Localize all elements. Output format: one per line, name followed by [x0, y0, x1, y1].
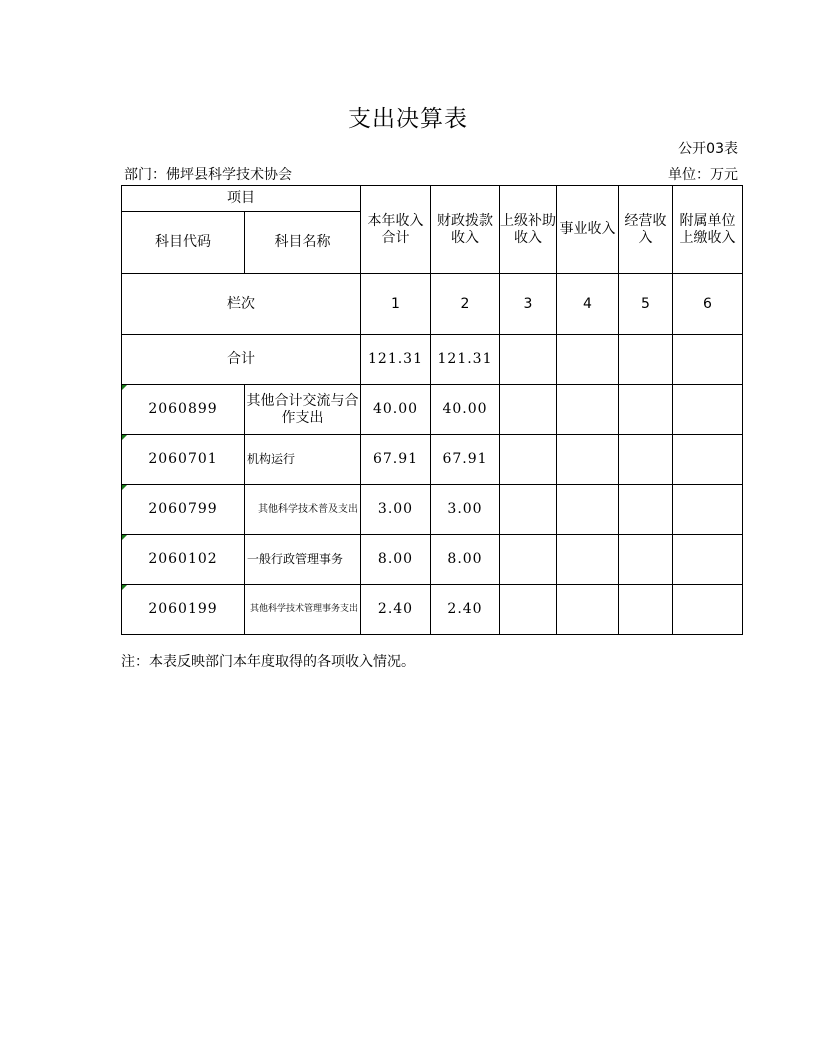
header-col1: 本年收入合计	[361, 186, 431, 274]
row-col1: 8.00	[361, 535, 431, 585]
row-col6	[673, 535, 743, 585]
column-index-3: 3	[500, 274, 557, 335]
cell-marker	[122, 485, 127, 490]
table-row	[122, 585, 743, 635]
table-row	[122, 485, 743, 535]
department-label: 部门：佛坪县科学技术协会	[124, 167, 292, 183]
row-col5	[619, 535, 673, 585]
row-col1: 2.40	[361, 585, 431, 635]
row-col3	[500, 385, 557, 435]
row-col6	[673, 435, 743, 485]
table-row	[122, 435, 743, 485]
header-col4: 事业收入	[557, 186, 619, 274]
column-index-label: 栏次	[122, 274, 361, 335]
row-col3	[500, 585, 557, 635]
form-code: 公开03表	[678, 141, 738, 157]
total-col4	[557, 335, 619, 385]
row-col2: 67.91	[431, 435, 500, 485]
column-index-row	[122, 274, 743, 335]
row-code-text: 2060199	[148, 601, 218, 617]
row-name: 其他科学技术管理事务支出	[245, 585, 361, 635]
table-note: 注：本表反映部门本年度取得的各项收入情况。	[121, 654, 415, 670]
row-code	[122, 485, 245, 535]
row-col5	[619, 435, 673, 485]
row-code	[122, 385, 245, 435]
row-col5	[619, 385, 673, 435]
row-code-text: 2060701	[148, 451, 218, 467]
row-col4	[557, 485, 619, 535]
row-code-text: 2060899	[148, 401, 218, 417]
row-col4	[557, 385, 619, 435]
page-title: 支出决算表	[348, 106, 468, 132]
table-row	[122, 385, 743, 435]
row-col4	[557, 435, 619, 485]
column-index-1: 1	[361, 274, 431, 335]
table-row	[122, 535, 743, 585]
total-col2: 121.31	[431, 335, 500, 385]
header-col3: 上级补助收入	[500, 186, 557, 274]
cell-marker	[122, 535, 127, 540]
header-col2: 财政拨款收入	[431, 186, 500, 274]
total-label: 合计	[122, 335, 361, 385]
row-col4	[557, 535, 619, 585]
row-col1: 40.00	[361, 385, 431, 435]
row-col2: 8.00	[431, 535, 500, 585]
header-col5: 经营收入	[619, 186, 673, 274]
unit-label: 单位：万元	[668, 167, 738, 183]
row-col5	[619, 585, 673, 635]
row-col1: 67.91	[361, 435, 431, 485]
row-code	[122, 535, 245, 585]
header-code: 科目代码	[122, 212, 245, 274]
total-col3	[500, 335, 557, 385]
cell-marker	[122, 385, 127, 390]
column-index-2: 2	[431, 274, 500, 335]
cell-marker	[122, 585, 127, 590]
total-col5	[619, 335, 673, 385]
expenditure-table	[121, 185, 743, 635]
total-col6	[673, 335, 743, 385]
row-col3	[500, 535, 557, 585]
row-col5	[619, 485, 673, 535]
column-index-5: 5	[619, 274, 673, 335]
row-col1: 3.00	[361, 485, 431, 535]
row-col3	[500, 435, 557, 485]
column-index-4: 4	[557, 274, 619, 335]
row-col6	[673, 585, 743, 635]
column-index-6: 6	[673, 274, 743, 335]
row-col4	[557, 585, 619, 635]
header-name: 科目名称	[245, 212, 361, 274]
total-col1: 121.31	[361, 335, 431, 385]
cell-marker	[122, 435, 127, 440]
header-col6: 附属单位上缴收入	[673, 186, 743, 274]
row-code-text: 2060799	[148, 501, 218, 517]
row-name: 其他科学技术普及支出	[245, 485, 361, 535]
row-col6	[673, 485, 743, 535]
total-row	[122, 335, 743, 385]
row-name: 一般行政管理事务	[245, 535, 361, 585]
row-col3	[500, 485, 557, 535]
row-col2: 2.40	[431, 585, 500, 635]
row-col2: 3.00	[431, 485, 500, 535]
row-col6	[673, 385, 743, 435]
header-item: 项目	[122, 186, 361, 212]
row-name: 机构运行	[245, 435, 361, 485]
row-name: 其他合计交流与合作支出	[245, 385, 361, 435]
row-code	[122, 585, 245, 635]
row-code	[122, 435, 245, 485]
row-code-text: 2060102	[148, 551, 218, 567]
row-col2: 40.00	[431, 385, 500, 435]
